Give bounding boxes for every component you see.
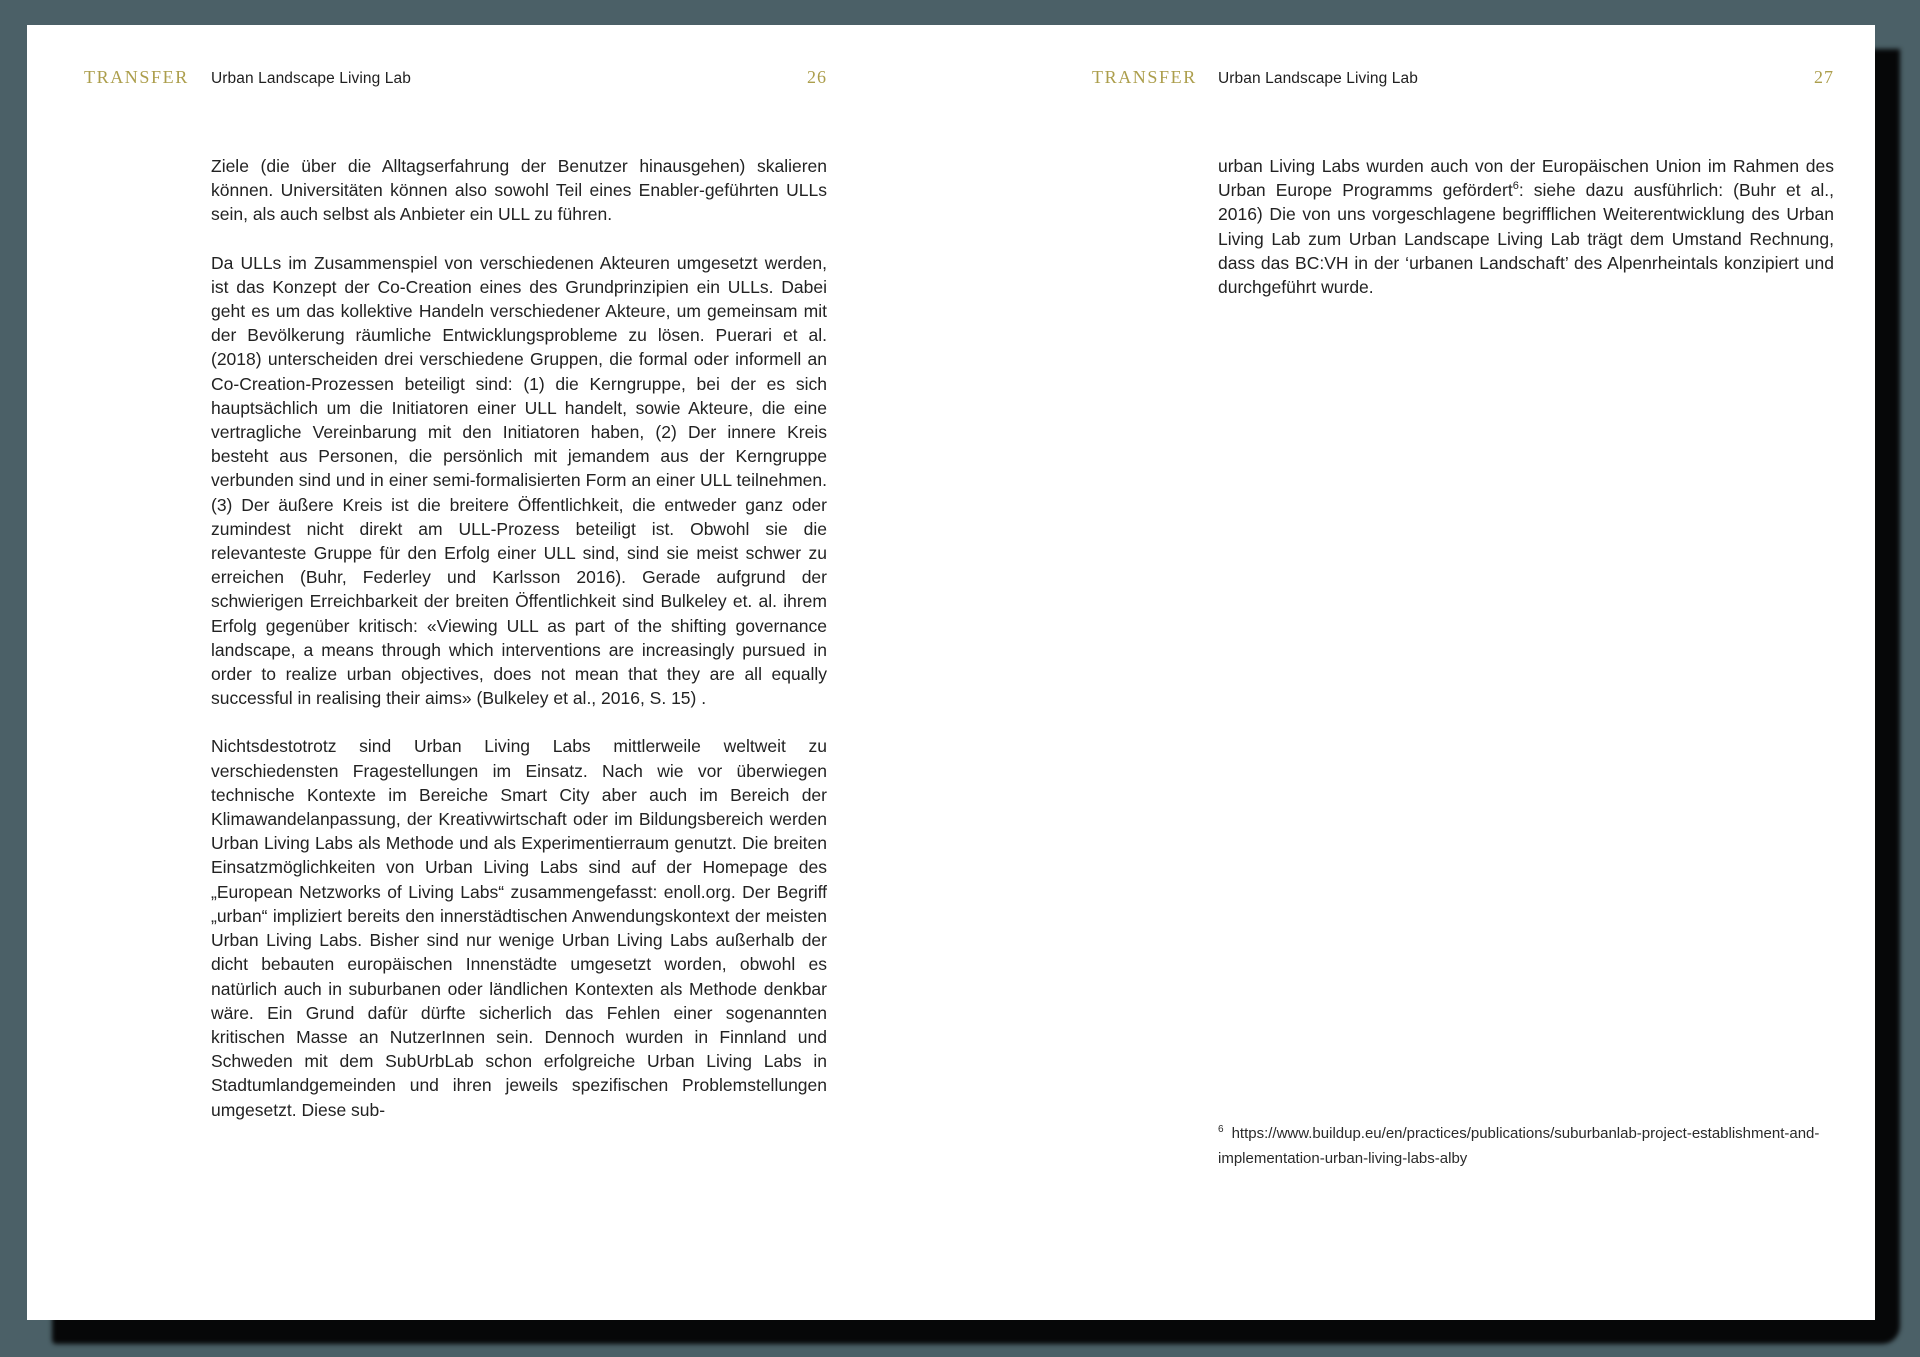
series-label: TRANSFER	[1092, 67, 1197, 87]
text-column-left	[211, 154, 827, 1146]
chapter-title: Urban Landscape Living Lab	[1218, 70, 1418, 87]
book-spread	[27, 25, 1875, 1320]
page-number: 27	[1814, 67, 1834, 87]
footnote	[1218, 1121, 1834, 1171]
paragraph	[1218, 154, 1834, 299]
footnote-url[interactable]: https://www.buildup.eu/en/practices/publications/suburbanlab-project-establishment-and-implementation-urban-living-labs-alby	[1218, 1125, 1820, 1167]
paragraph: Da ULLs im Zusammenspiel von verschiedenen Akteuren umgesetzt werden, ist das Konzept der Co-Creation eines des Grundprinzipien ein ULLs. Dabei geht es um das kollektive Handeln verschiedener Akteure, um gemeinsam mit der Bevölkerung räumliche Entwicklungsprobleme zu lösen. Puerari et al. (2018) unterscheiden drei verschiedene Gruppen, die formal oder informell an Co-Creation-Prozessen beteiligt sind: (1) die Kerngruppe, bei der es sich hauptsächlich um die Initiatoren einer ULL handelt, sowie Akteure, die eine vertragliche Vereinbarung mit den Initiatoren haben, (2) Der innere Kreis besteht aus Personen, die persönlich mit jemandem aus der Kerngruppe verbunden sind und in einer semi-formalisierten Form an einer ULL teilnehmen. (3) Der äußere Kreis ist die breitere Öffentlichkeit, die entweder ganz oder zumindest nicht direkt am ULL-Prozess beteiligt ist. Obwohl sie die relevanteste Gruppe für den Erfolg einer ULL sind, sind sie meist schwer zu erreichen (Buhr, Federley und Karlsson 2016). Gerade aufgrund der schwierigen Erreichbarkeit der breiten Öffentlichkeit sind Bulkeley et. al. ihrem Erfolg gegenüber kritisch: «Viewing ULL as part of the shifting governance landscape, a means through which interventions are increasingly pursued in order to realize urban objectives, does not mean that they are all equally successful in realising their aims» (Bulkeley et al., 2016, S. 15) .	[211, 252, 827, 709]
footnote-reference: 6	[1512, 180, 1519, 193]
chapter-title: Urban Landscape Living Lab	[211, 70, 411, 87]
paragraph-text: urban Living Labs wurden auch von der Europäischen Union im Rahmen des Urban Europe Programms gefördert	[1218, 156, 1834, 201]
series-label: TRANSFER	[84, 67, 189, 87]
text-column-right	[1218, 154, 1834, 323]
paragraph-text: : siehe dazu ausführlich: (Buhr et al., 2016) Die von uns vorgeschlagene begrifflichen Weiterentwicklung des Urban Living Lab zum Urban Landscape Living Lab trägt dem Umstand Rechnung, dass das BC:VH in der ‘urbanen Landschaft’ des Alpenrheintals konzipiert und durchgeführt wurde.	[1218, 180, 1835, 298]
page-number: 26	[807, 67, 827, 87]
paragraph: Nichtsdestotrotz sind Urban Living Labs mittlerweile weltweit zu verschiedensten Fragestellungen im Einsatz. Nach wie vor überwiegen technische Kontexte im Bereiche Smart City aber auch im Bereich der Klimawandelanpassung, der Kreativwirtschaft oder im Bildungsbereich werden Urban Living Labs als Methode und als Experimentierraum genutzt. Die breiten Einsatzmöglichkeiten von Urban Living Labs sind auf der Homepage des „European Netzworks of Living Labs“ zusammengefasst: enoll.org. Der Begriff „urban“ impliziert bereits den innerstädtischen Anwendungskontext der meisten Urban Living Labs. Bisher sind nur wenige Urban Living Labs außerhalb der dicht bebauten europäischen Innenstädte umgesetzt worden, obwohl es natürlich auch in suburbanen oder ländlichen Kontexten als Methode denkbar wäre. Ein Grund dafür dürfte sicherlich das Fehlen einer sogenannten kritischen Masse an NutzerInnen sein. Dennoch wurden in Finnland und Schweden mit dem SubUrbLab schon erfolgreiche Urban Living Labs in Stadtumlandgemeinden und ihren jeweils spezifischen Problemstellungen umgesetzt. Diese sub-	[211, 736, 827, 1120]
footnote-marker: 6	[1218, 1124, 1224, 1135]
paragraph: Ziele (die über die Alltagserfahrung der Benutzer hinausgehen) skalieren können. Universitäten können also sowohl Teil eines Enabler-geführten ULLs sein, als auch selbst als Anbieter ein ULL zu führen.	[211, 156, 827, 225]
